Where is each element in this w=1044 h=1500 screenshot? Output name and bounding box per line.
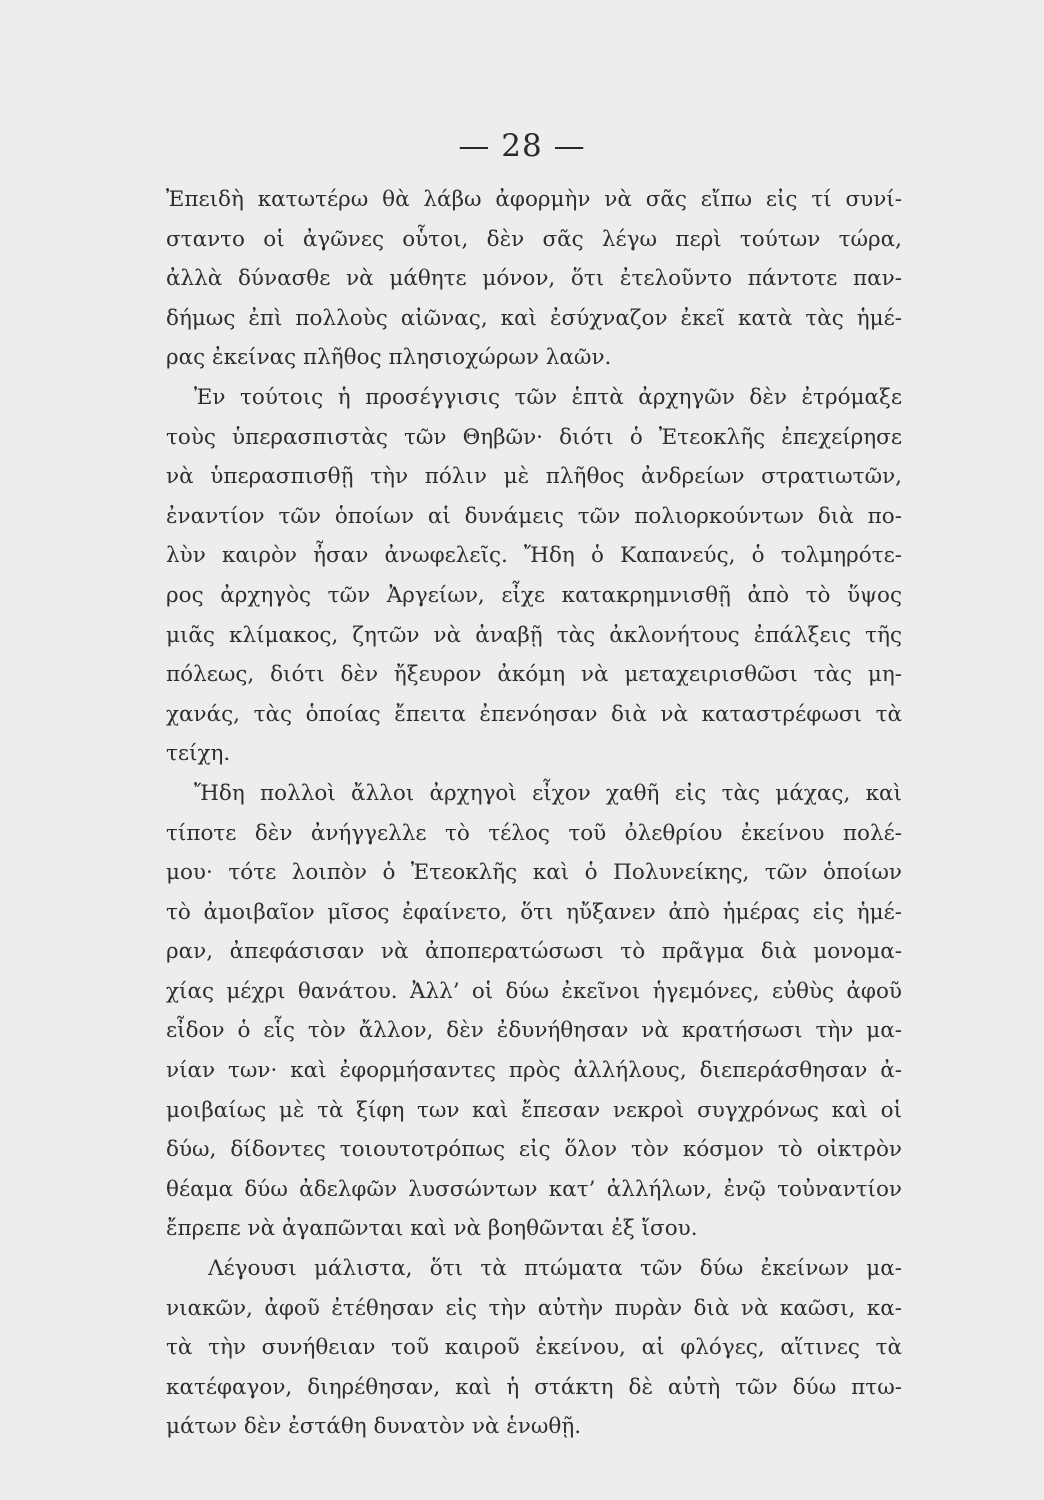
text-line: τοὺς ὑπερασπιστὰς τῶν Θηβῶν· διότι ὁ Ἐτεοκλῆς ἐπεχείρησε <box>166 424 902 450</box>
text-line: ρος ἀρχηγὸς τῶν Ἀργείων, εἶχε κατακρημνισθῇ ἀπὸ τὸ ὕψος <box>166 582 902 608</box>
text-line: ἔπρεπε νὰ ἀγαπῶνται καὶ νὰ βοηθῶνται ἐξ ἴσου. <box>166 1216 698 1242</box>
text-line: νὰ ὑπερασπισθῇ τὴν πόλιν μὲ πλῆθος ἀνδρείων στρατιωτῶν, <box>166 464 902 490</box>
text-line: πόλεως, διότι δὲν ἤξευρον ἀκόμη νὰ μεταχειρισθῶσι τὰς μη- <box>166 662 902 688</box>
text-line: θέαμα δύω ἀδελφῶν λυσσώντων κατ’ ἀλλήλων, ἐνῷ τοὐναντίον <box>166 1176 902 1202</box>
text-line: χανάς, τὰς ὁποίας ἔπειτα ἐπενόησαν διὰ νὰ καταστρέφωσι τὰ <box>166 701 902 727</box>
paragraph-start-line: Ἐν τούτοις ἡ προσέγγισις τῶν ἑπτὰ ἀρχηγῶν δὲν ἐτρόμαξε <box>194 384 902 410</box>
text-line: εἶδον ὁ εἷς τὸν ἄλλον, δὲν ἐδυνήθησαν νὰ κρατήσωσι τὴν μα- <box>166 1018 902 1044</box>
text-line: Ἐπειδὴ κατωτέρω θὰ λάβω ἀφορμὴν νὰ σᾶς εἴπω εἰς τί συνί- <box>166 187 902 212</box>
text-line: ἀλλὰ δύνασθε νὰ μάθητε μόνον, ὅτι ἐτελοῦντο πάντοτε παν- <box>166 266 902 292</box>
text-line: νιακῶν, ἀφοῦ ἐτέθησαν εἰς τὴν αὐτὴν πυρὰν διὰ νὰ καῶσι, κα- <box>166 1295 902 1321</box>
text-line: ἐναντίον τῶν ὁποίων αἱ δυνάμεις τῶν πολιορκούντων διὰ πο- <box>166 503 902 529</box>
text-line: ραν, ἀπεφάσισαν νὰ ἀποπερατώσωσι τὸ πρᾶγμα διὰ μονομα- <box>166 939 902 965</box>
paragraph-start-line: Ἤδη πολλοὶ ἄλλοι ἀρχηγοὶ εἶχον χαθῆ εἰς τὰς μάχας, καὶ <box>194 780 902 806</box>
text-line: δύω, δίδοντες τοιουτοτρόπως εἰς ὅλον τὸν κόσμον τὸ οἰκτρὸν <box>166 1137 902 1163</box>
text-line: δήμως ἐπὶ πολλοὺς αἰῶνας, καὶ ἐσύχναζον ἐκεῖ κατὰ τὰς ἡμέ- <box>166 305 902 331</box>
text-line: τίποτε δὲν ἀνήγγελλε τὸ τέλος τοῦ ὀλεθρίου ἐκείνου πολέ- <box>166 820 902 846</box>
text-line: μου· τότε λοιπὸν ὁ Ἐτεοκλῆς καὶ ὁ Πολυνείκης, τῶν ὁποίων <box>166 860 902 886</box>
page-number: — 28 — <box>458 128 586 164</box>
text-line: τὰ τὴν συνήθειαν τοῦ καιροῦ ἐκείνου, αἱ φλόγες, αἵτινες τὰ <box>166 1335 902 1361</box>
text-line: λὺν καιρὸν ἦσαν ἀνωφελεῖς. Ἤδη ὁ Καπανεύς, ὁ τολμηρότε- <box>166 543 902 569</box>
text-line: σταντο οἱ ἀγῶνες οὗτοι, δὲν σᾶς λέγω περὶ τούτων τώρα, <box>166 226 902 252</box>
text-line: μάτων δὲν ἐστάθη δυνατὸν νὰ ἑνωθῇ. <box>166 1414 582 1440</box>
text-line: ρας ἐκείνας πλῆθος πλησιοχώρων λαῶν. <box>166 345 612 371</box>
text-line: τὸ ἀμοιβαῖον μῖσος ἐφαίνετο, ὅτι ηὔξανεν ἀπὸ ἡμέρας εἰς ἡμέ- <box>166 899 902 925</box>
text-line: μιᾶς κλίμακος, ζητῶν νὰ ἀναβῇ τὰς ἀκλονήτους ἐπάλξεις τῆς <box>166 622 902 648</box>
text-line: νίαν των· καὶ ἐφορμήσαντες πρὸς ἀλλήλους, διεπεράσθησαν ἀ- <box>166 1058 902 1084</box>
text-line: μοιβαίως μὲ τὰ ξίφη των καὶ ἔπεσαν νεκροὶ συγχρόνως καὶ οἱ <box>166 1097 902 1123</box>
text-line: κατέφαγον, διηρέθησαν, καὶ ἡ στάκτη δὲ αὐτὴ τῶν δύω πτω- <box>166 1374 902 1400</box>
body-text <box>166 180 902 1447</box>
paragraph-start-line: Λέγουσι μάλιστα, ὅτι τὰ πτώματα τῶν δύω ἐκείνων μα- <box>208 1256 902 1282</box>
text-line: χίας μέχρι θανάτου. Ἀλλ’ οἱ δύω ἐκεῖνοι ἡγεμόνες, εὐθὺς ἀφοῦ <box>166 978 902 1004</box>
text-line: τείχη. <box>166 741 231 767</box>
